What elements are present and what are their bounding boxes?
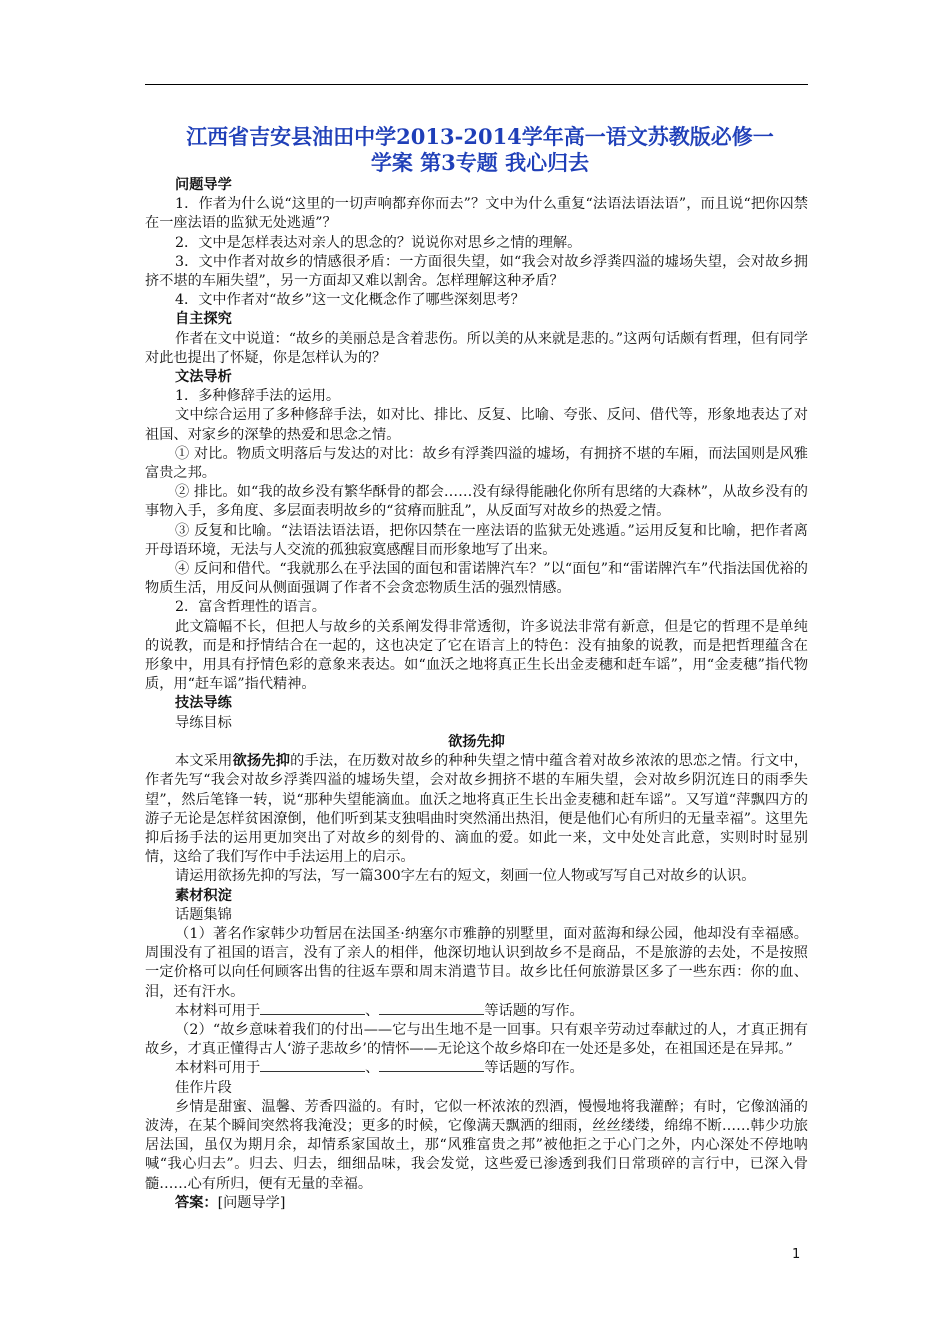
text-run: 本材料可用于 [175, 1060, 261, 1077]
document-title-line2: 学案 第3专题 我心归去 [370, 150, 590, 175]
center-heading: 欲扬先抑 [448, 733, 505, 750]
paragraph: 文中综合运用了多种修辞手法，如对比、排比、反复、比喻、夸张、反问、借代等，形象地表达了对祖国、对家乡的深挚的热爱和思念之情。 [145, 407, 808, 443]
text-run: 、 [365, 1060, 380, 1077]
paragraph: 请运用欲扬先抑的写法，写一篇300字左右的短文，刻画一位人物或写写自己对故乡的认识。 [175, 868, 756, 885]
blank-field [379, 1002, 484, 1015]
paragraph: 1．多种修辞手法的运用。 [175, 388, 341, 405]
paragraph: ② 排比。如“我的故乡没有繁华酥骨的都会……没有绿得能融化你所有思绪的大森林”，从故乡没有的事物入手，多角度、多层面表明故乡的“贫瘠而脏乱”，从反面写对故乡的热爱之情。 [145, 484, 808, 520]
section-heading-wenti: 问题导学 [175, 177, 232, 193]
text-run: 本材料可用于 [175, 1002, 261, 1019]
text-run: 、 [365, 1002, 380, 1019]
section-heading-jifa: 技法导练 [175, 695, 232, 712]
question-1: 1．作者为什么说“这里的一切声响都弃你而去”？文中为什么重复“法语法语法语”，而且说“把你囚禁在一座法语的监狱无处逃遁”？ [145, 196, 808, 232]
text-run: 的手法，在历数对故乡的种种失望之情中蕴含着对故乡浓浓的思恋之情。行文中，作者先写“我会对故乡浮粪四溢的墟场失望，会对故乡拥挤不堪的车厢失望，会对故乡阴沉连日的雨季失望”，然后笔锋一转，说“那种失望能滴血。血沃之地将真正生长出金麦穗和赶车谣”。又写道“萍飘四方的游子无论是怎样贫困潦倒，他们听到某支独唱曲时突然涌出热泪，便是他们心有所归的无量幸福”。这里先抑后扬手法的运用更加突出了对故乡的刻骨的、滴血的爱。如此一来，文中处处言此意，实则时时显别情，这给了我们写作中手法运用上的启示。 [145, 753, 809, 866]
header-rule [145, 84, 808, 85]
text-run: 本文采用 [175, 753, 233, 770]
paragraph: 乡情是甜蜜、温馨、芳香四溢的。有时，它似一杯浓浓的烈酒，慢慢地将我灌醉；有时，它像汹涌的波涛，在某个瞬间突然将我淹没；更多的时候，它像满天飘洒的细雨，丝丝缕缕，绵绵不断……韩少功旅居法国，虽仅为期月余，却情系家国故土，那“风雅富贵之邦”被他拒之于心门之外，内心深处不停地呐喊“我心归去”。归去、归去，细细品味，我会发觉，这些爱已渗透到我们日常琐碎的言行中，已深入骨髓……心有所归，便有无量的幸福。 [145, 1098, 808, 1192]
question-3: 3．文中作者对故乡的情感很矛盾：一方面很失望，如“我会对故乡浮粪四溢的墟场失望，会对故乡拥挤不堪的车厢失望”，另一方面却又难以割舍。怎样理解这种矛盾？ [145, 253, 808, 290]
paragraph [145, 752, 808, 867]
fill-line-2 [145, 1059, 808, 1078]
paragraph: ④ 反问和借代。“我就那么在乎法国的面包和雷诺牌汽车？”以“面包”和“雷诺牌汽车”代指法国优裕的物质生活，用反问从侧面强调了作者不会贪恋物质生活的强烈情感。 [145, 561, 808, 597]
fill-line-1 [145, 1002, 808, 1021]
document-title-line1: 江西省吉安县油田中学2013-2014学年高一语文苏教版必修一 [186, 124, 774, 149]
text-run: 等话题的写作。 [484, 1002, 584, 1019]
paragraph: 2．富含哲理性的语言。 [175, 599, 326, 616]
document-body [145, 176, 808, 1213]
subheading: 佳作片段 [175, 1079, 232, 1096]
text-run: 等话题的写作。 [484, 1060, 584, 1077]
blank-field [260, 1059, 365, 1072]
question-4: 4．文中作者对“故乡”这一文化概念作了哪些深刻思考？ [175, 292, 525, 309]
answer-label: 答案： [175, 1194, 218, 1211]
blank-field [260, 1002, 365, 1015]
subheading: 导练目标 [175, 714, 232, 731]
paragraph: ① 对比。物质文明落后与发达的对比：故乡有浮粪四溢的墟场，有拥挤不堪的车厢，而法国则是风雅富贵之邦。 [145, 445, 808, 482]
answer-text: [问题导学] [217, 1194, 286, 1211]
paragraph: ③ 反复和比喻。“法语法语法语，把你囚禁在一座法语的监狱无处逃遁。”运用反复和比喻，把作者离开母语环境，无法与人交流的孤独寂寞感醒目而形象地写了出来。 [145, 522, 808, 558]
blank-field [379, 1059, 484, 1072]
keyword: 欲扬先抑 [232, 753, 291, 770]
subheading: 话题集锦 [175, 906, 232, 923]
page-number: 1 [792, 1247, 801, 1262]
paragraph: 此文篇幅不长，但把人与故乡的关系阐发得非常透彻，许多说法非常有新意，但是它的哲理不是单纯的说教，而是和抒情结合在一起的，这也决定了它在语言上的特色：没有抽象的说教，而是把哲理蕴含在形象中，用具有抒情色彩的意象来表达。如“血沃之地将真正生长出金麦穗和赶车谣”，用“金麦穗”指代物质，用“赶车谣”指代精神。 [145, 618, 809, 693]
paragraph: （2）“故乡意味着我们的付出——它与出生地不是一回事。只有艰辛劳动过奉献过的人，才真正拥有故乡，才真正懂得古人‘游子悲故乡’的情怀——无论这个故乡烙印在一处还是多处，在祖国还是在异邦。” [145, 1021, 808, 1058]
question-2: 2．文中是怎样表达对亲人的思念的？说说你对思乡之情的理解。 [175, 234, 582, 251]
paragraph: 作者在文中说道：“故乡的美丽总是含着悲伤。所以美的从来就是悲的。”这两句话颇有哲理，但有同学对此也提出了怀疑，你是怎样认为的？ [145, 330, 808, 366]
answer-line [145, 1194, 808, 1213]
section-heading-sucai: 素材积淀 [175, 887, 232, 904]
section-heading-wenfa: 文法导析 [175, 369, 232, 386]
section-heading-zizhu: 自主探究 [175, 311, 232, 328]
paragraph: （1）著名作家韩少功暂居在法国圣·纳塞尔市雅静的别墅里，面对蓝海和绿公园，他却没有幸福感。周围没有了祖国的语言，没有了亲人的相伴，他深切地认识到故乡不是商品，不是旅游的去处，不是按照一定价格可以向任何顾客出售的往返车票和周末消遣节目。故乡比任何旅游景区多了一些东西：你的血、泪，还有汗水。 [145, 925, 808, 1000]
